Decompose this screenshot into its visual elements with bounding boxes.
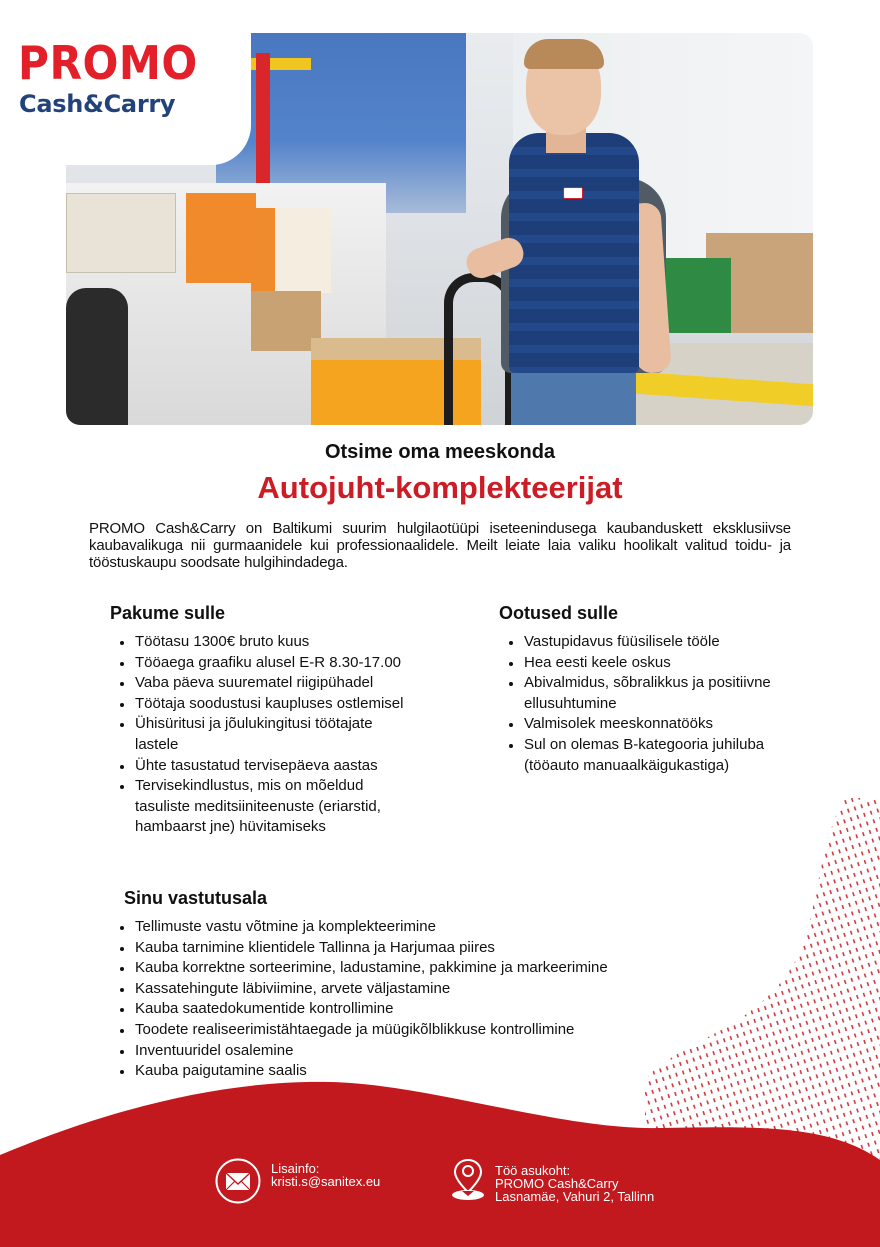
location-address: Lasnamäe, Vahuri 2, Tallinn: [495, 1189, 655, 1204]
photo-rack-yellow: [241, 58, 311, 70]
location-text: [495, 1164, 654, 1203]
list-item: Kauba tarnimine klientidele Tallinna ja Harjumaa piires: [110, 938, 670, 959]
contact-email-link[interactable]: kristi.s@sanitex.eu: [271, 1174, 381, 1189]
list-item: Töötaja soodustusi kaupluses ostlemisel: [110, 694, 410, 715]
list-item: Ühte tasustatud tervisepäeva aastas: [110, 756, 410, 777]
photo-vest-badge: [563, 187, 583, 199]
list-item: Abivalmidus, sõbralikkus ja positiivne ellusuhtumine: [499, 673, 799, 714]
section-responsibilities-title: Sinu vastutusala: [124, 888, 268, 908]
list-item: Hea eesti keele oskus: [499, 653, 799, 674]
envelope-icon: [215, 1158, 263, 1206]
list-item: Kauba korrektne sorteerimine, ladustamine, pakkimine ja markeerimine: [110, 958, 670, 979]
list-item: Inventuuridel osalemine: [110, 1041, 670, 1062]
photo-person-vest: [509, 133, 639, 373]
photo-green-crates: [661, 258, 731, 333]
list-item: Toodete realiseerimistähtaegade ja müügikõlblikkuse kontrollimine: [110, 1020, 670, 1041]
offer-list: [110, 632, 410, 838]
photo-box: [66, 193, 176, 273]
location-label: Töö asukoht:: [495, 1163, 571, 1178]
section-offer: [110, 603, 410, 838]
list-item: Valmisolek meeskonnatööks: [499, 714, 799, 735]
contact-text: [271, 1162, 380, 1188]
list-item: Töötasu 1300€ bruto kuus: [110, 632, 410, 653]
kicker-heading: Otsime oma meeskonda: [324, 441, 556, 463]
list-item: Kassatehingute läbiviimine, arvete väljastamine: [110, 979, 670, 1000]
contact-label: Lisainfo:: [271, 1161, 320, 1176]
logo-cash-carry: Cash&Carry: [19, 90, 176, 118]
location-company: PROMO Cash&Carry: [495, 1176, 619, 1191]
photo-box: [251, 208, 331, 293]
map-pin-icon: [450, 1158, 486, 1202]
footer-wave: [0, 1075, 880, 1247]
list-item: Kauba saatedokumentide kontrollimine: [110, 999, 670, 1020]
photo-box: [186, 193, 256, 283]
job-title: Autojuht-komplekteerijat: [257, 470, 623, 505]
list-item: Tervisekindlustus, mis on mõeldud tasuliste meditsiiniteenuste (eriarstid, hambaarst jne) hüvitamiseks: [110, 776, 410, 838]
list-item: Kauba paigutamine saalis: [110, 1061, 670, 1082]
list-item: Tööaega graafiku alusel E-R 8.30-17.00: [110, 653, 410, 674]
section-offer-title: Pakume sulle: [110, 603, 226, 623]
expectations-list: [499, 632, 799, 776]
list-item: Sul on olemas B-kategooria juhiluba (tööauto manuaalkäigukastiga): [499, 735, 799, 776]
section-expectations: [499, 603, 799, 776]
photo-person-hair: [524, 39, 604, 69]
responsibilities-list: [110, 917, 670, 1082]
photo-machine: [66, 288, 128, 425]
list-item: Vastupidavus füüsilisele tööle: [499, 632, 799, 653]
list-item: Ühisüritusi ja jõulukingitusi töötajate lastele: [110, 714, 410, 755]
logo-card: [0, 0, 251, 165]
list-item: Tellimuste vastu võtmine ja komplekteerimine: [110, 917, 670, 938]
logo-promo: PROMO: [18, 36, 198, 90]
section-responsibilities: [110, 888, 670, 1082]
intro-paragraph: PROMO Cash&Carry on Baltikumi suurim hulgilaotüüpi iseteenindusega kaubanduskett eksklusiivse kaubavalikuga nii gurmaanidele kui professionaalidele. Meilt leiate laia valiku hoolikalt valitud toidu- ja tööstuskaupu soodsate hulgihindadega.: [89, 520, 791, 571]
section-expectations-title: Ootused sulle: [499, 603, 619, 623]
list-item: Vaba päeva suurematel riigipühadel: [110, 673, 410, 694]
